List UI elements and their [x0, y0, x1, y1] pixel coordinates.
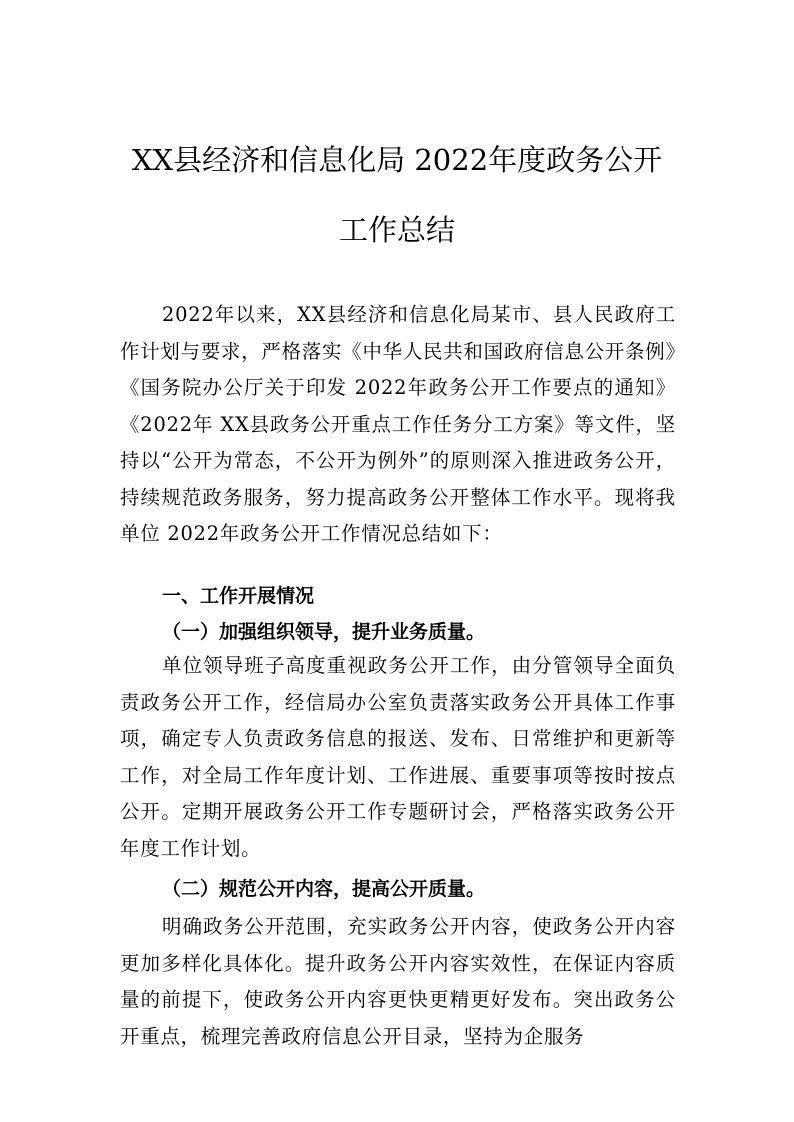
document-title-line-2: 工作总结	[338, 213, 455, 247]
subsection-heading-content: （二）规范公开内容，提高公开质量。	[162, 878, 486, 900]
document-title-line-1: XX县经济和信息化局 2022年度政务公开	[131, 143, 663, 177]
subsection-paragraph-content: 明确政务公开范围，充实政务公开内容，使政务公开内容更加多样化具体化。提升政务公开内容实效性，在保证内容质量的前提下，使政务公开内容更快更精更好发布。突出政务公开重点，梳理完善政府信息公开目录，坚持为企服务	[120, 915, 676, 1048]
section-heading-work-progress: 一、工作开展情况	[162, 585, 315, 607]
intro-paragraph: 2022年以来，XX县经济和信息化局某市、县人民政府工作计划与要求，严格落实《中华人民共和国政府信息公开条例》《国务院办公厅关于印发 2022年政务公开工作要点的通知》《2022年 XX县政务公开重点工作任务分工方案》等文件，坚持以“公开为常态，不公开为例外”的原则深入推进政务公开，持续规范政务服务，努力提高政务公开整体工作水平。现将我单位 2022年政务公开工作情况总结如下：	[120, 303, 676, 545]
subsection-heading-organization: （一）加强组织领导，提升业务质量。	[162, 621, 486, 643]
subsection-paragraph-organization: 单位领导班子高度重视政务公开工作，由分管领导全面负责政务公开工作，经信局办公室负责落实政务公开具体工作事项，确定专人负责政务信息的报送、发布、日常维护和更新等工作，对全局工作年度计划、工作进展、重要事项等按时按点公开。定期开展政务公开工作专题研讨会，严格落实政务公开年度工作计划。	[120, 654, 676, 860]
